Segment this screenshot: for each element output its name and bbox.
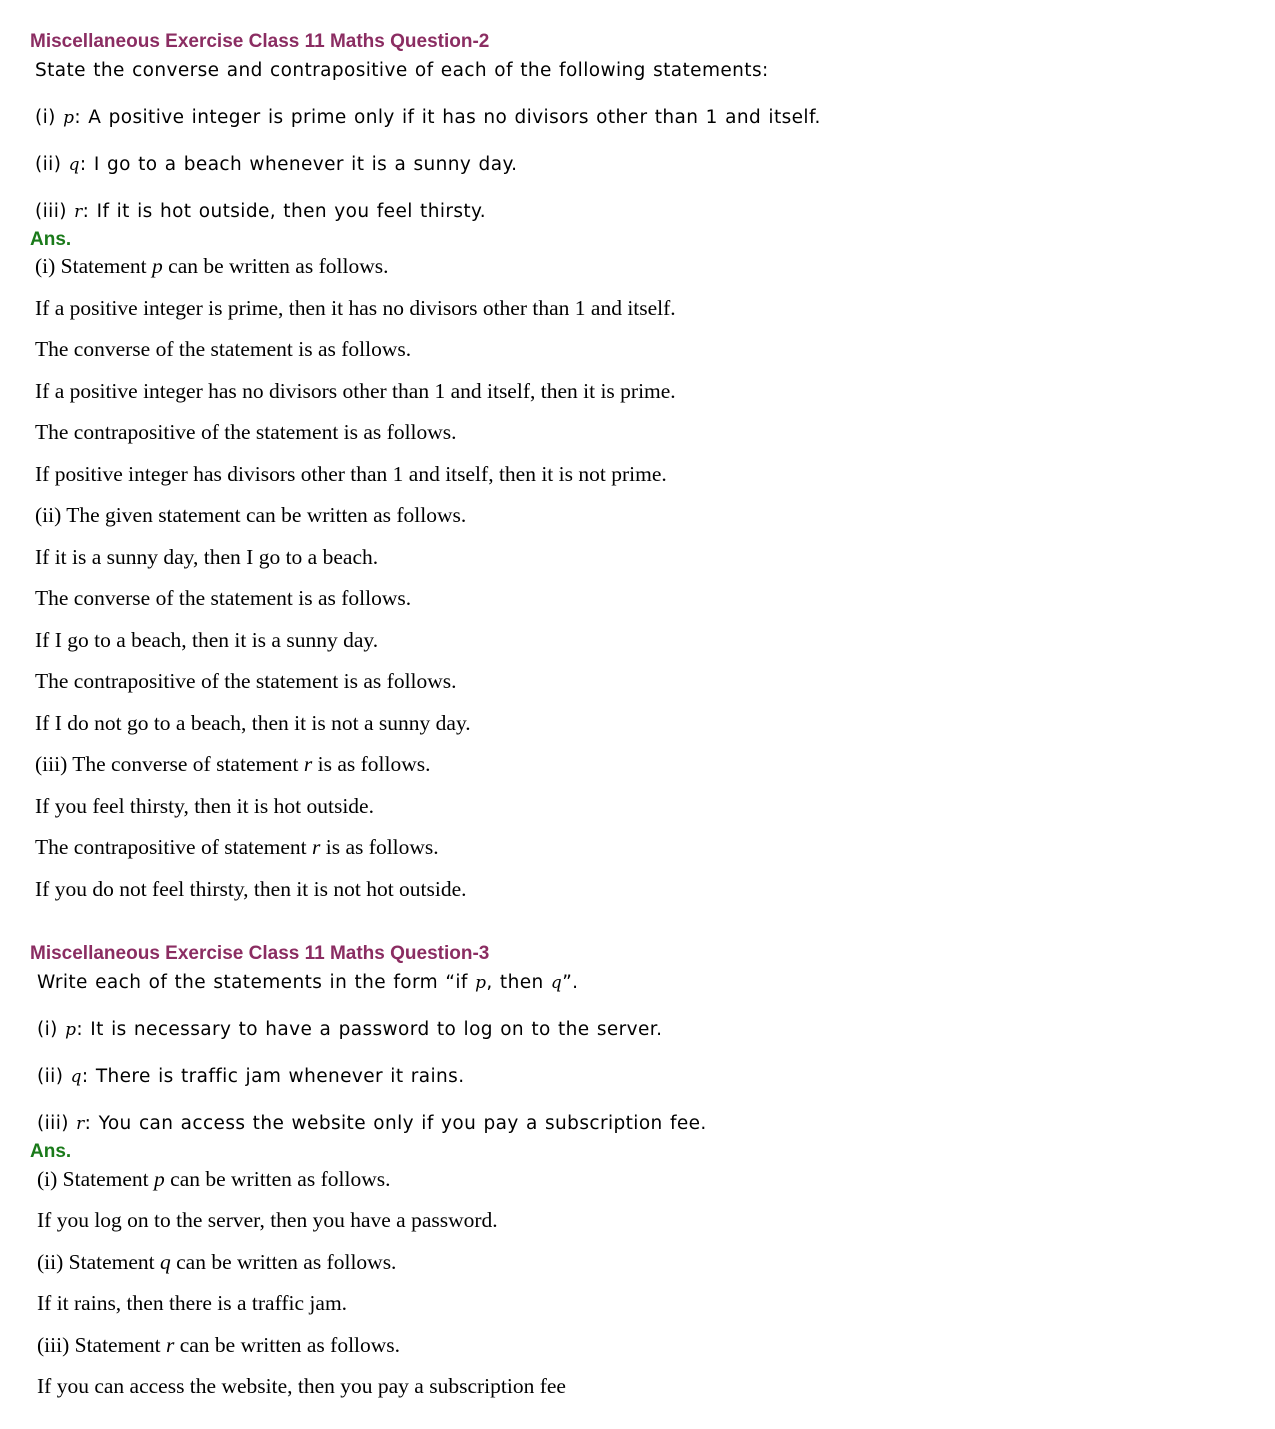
answer-line: If you do not feel thirsty, then it is not hot outside.: [35, 876, 467, 901]
question-2-part-i: [30, 105, 1250, 131]
answer-line: If a positive integer has no divisors other than 1 and itself, then it is prime.: [35, 378, 676, 403]
question-2-part-ii: [30, 152, 1250, 178]
question-2-intro: State the converse and contrapositive of each of the following statements:: [35, 60, 769, 81]
answer-line: If you log on to the server, then you have a password.: [37, 1208, 498, 1232]
question-3-heading: Miscellaneous Exercise Class 11 Maths Question-3: [30, 942, 490, 964]
part-label: (ii): [37, 1065, 71, 1087]
variable-r: r: [165, 1332, 175, 1357]
answer-line: The converse of the statement is as follows.: [35, 337, 412, 361]
question-3-section: [30, 942, 1250, 1402]
answer-line: If a positive integer is prime, then it has no divisors other than 1 and itself.: [35, 295, 676, 320]
answer-text: can be written as follows.: [164, 1166, 391, 1191]
question-3-ans-label: Ans.: [30, 1140, 72, 1162]
variable-q: q: [68, 155, 80, 175]
answer-text: (i) Statement: [35, 254, 153, 278]
answer-text: (ii) Statement: [37, 1249, 160, 1274]
answer-line: The contrapositive of the statement is as follows.: [35, 669, 457, 693]
question-2-answer: [30, 252, 1250, 904]
variable-r: r: [303, 752, 313, 776]
answer-text: can be written as follows.: [174, 1332, 401, 1357]
question-3-intro: [30, 970, 1250, 996]
part-text: : It is necessary to have a password to log on to the server.: [76, 1018, 663, 1040]
intro-text: , then: [486, 971, 551, 993]
part-text: : I go to a beach whenever it is a sunny day.: [79, 154, 518, 175]
answer-line: If positive integer has divisors other than 1 and itself, then it is not prime.: [35, 461, 667, 486]
variable-p: p: [154, 1166, 165, 1191]
answer-text: can be written as follows.: [170, 1249, 397, 1274]
variable-q: q: [160, 1249, 171, 1274]
question-3-part-iii: [30, 1111, 1250, 1137]
variable-p: p: [65, 1019, 77, 1040]
answer-line: [30, 1248, 1250, 1277]
part-label: (i): [35, 107, 64, 128]
answer-text: is as follows.: [312, 752, 431, 776]
answer-line: [30, 1165, 1250, 1194]
part-label: (iii): [35, 201, 75, 222]
question-2-heading: Miscellaneous Exercise Class 11 Maths Question-2: [30, 31, 490, 52]
answer-line: If I do not go to a beach, then it is not a sunny day.: [35, 710, 471, 735]
part-text: : There is traffic jam whenever it rains.: [81, 1065, 465, 1087]
part-text: : If it is hot outside, then you feel thirsty.: [82, 201, 487, 222]
variable-r: r: [312, 835, 321, 859]
part-label: (ii): [35, 154, 69, 175]
answer-line: [30, 252, 1250, 281]
answer-line: [30, 833, 1250, 862]
part-label: (iii): [37, 1112, 77, 1134]
question-3-answer: [30, 1165, 1250, 1402]
variable-p: p: [475, 972, 487, 993]
question-2-part-iii: [30, 199, 1250, 225]
answer-line: The contrapositive of the statement is as follows.: [35, 420, 457, 444]
intro-text: ”.: [562, 971, 579, 993]
question-2-ans-label: Ans.: [30, 229, 72, 250]
variable-r: r: [76, 1113, 85, 1134]
answer-line: If you feel thirsty, then it is hot outside.: [35, 793, 374, 818]
answer-text: is as follows.: [320, 835, 439, 859]
intro-text: Write each of the statements in the form “if: [37, 971, 476, 993]
variable-q: q: [70, 1066, 82, 1087]
question-3-part-ii: [30, 1064, 1250, 1090]
part-label: (i): [37, 1018, 66, 1040]
part-text: : You can access the website only if you pay a subscription fee.: [84, 1112, 707, 1134]
answer-line: [30, 1331, 1250, 1360]
question-3-part-i: [30, 1017, 1250, 1043]
answer-line: If it rains, then there is a traffic jam.: [37, 1291, 348, 1315]
part-text: : A positive integer is prime only if it has no divisors other than 1 and itself.: [74, 107, 821, 128]
answer-line: [30, 750, 1250, 779]
answer-text: (i) Statement: [37, 1166, 155, 1191]
page-content: [30, 30, 1250, 1401]
answer-line: If you can access the website, then you pay a subscription fee: [37, 1374, 566, 1398]
answer-text: (iii) Statement: [37, 1332, 166, 1357]
variable-q: q: [550, 972, 563, 993]
variable-r: r: [74, 202, 83, 222]
answer-line: If it is a sunny day, then I go to a beach.: [35, 544, 379, 569]
answer-line: If I go to a beach, then it is a sunny day.: [35, 627, 379, 652]
question-2-section: [30, 30, 1250, 904]
answer-text: (iii) The converse of statement: [35, 752, 304, 776]
answer-text: The contrapositive of statement: [35, 835, 313, 859]
answer-text: can be written as follows.: [162, 254, 389, 278]
variable-p: p: [152, 254, 163, 278]
answer-line: (ii) The given statement can be written as follows.: [35, 503, 467, 527]
answer-line: The converse of the statement is as follows.: [35, 586, 412, 610]
variable-p: p: [63, 108, 75, 128]
